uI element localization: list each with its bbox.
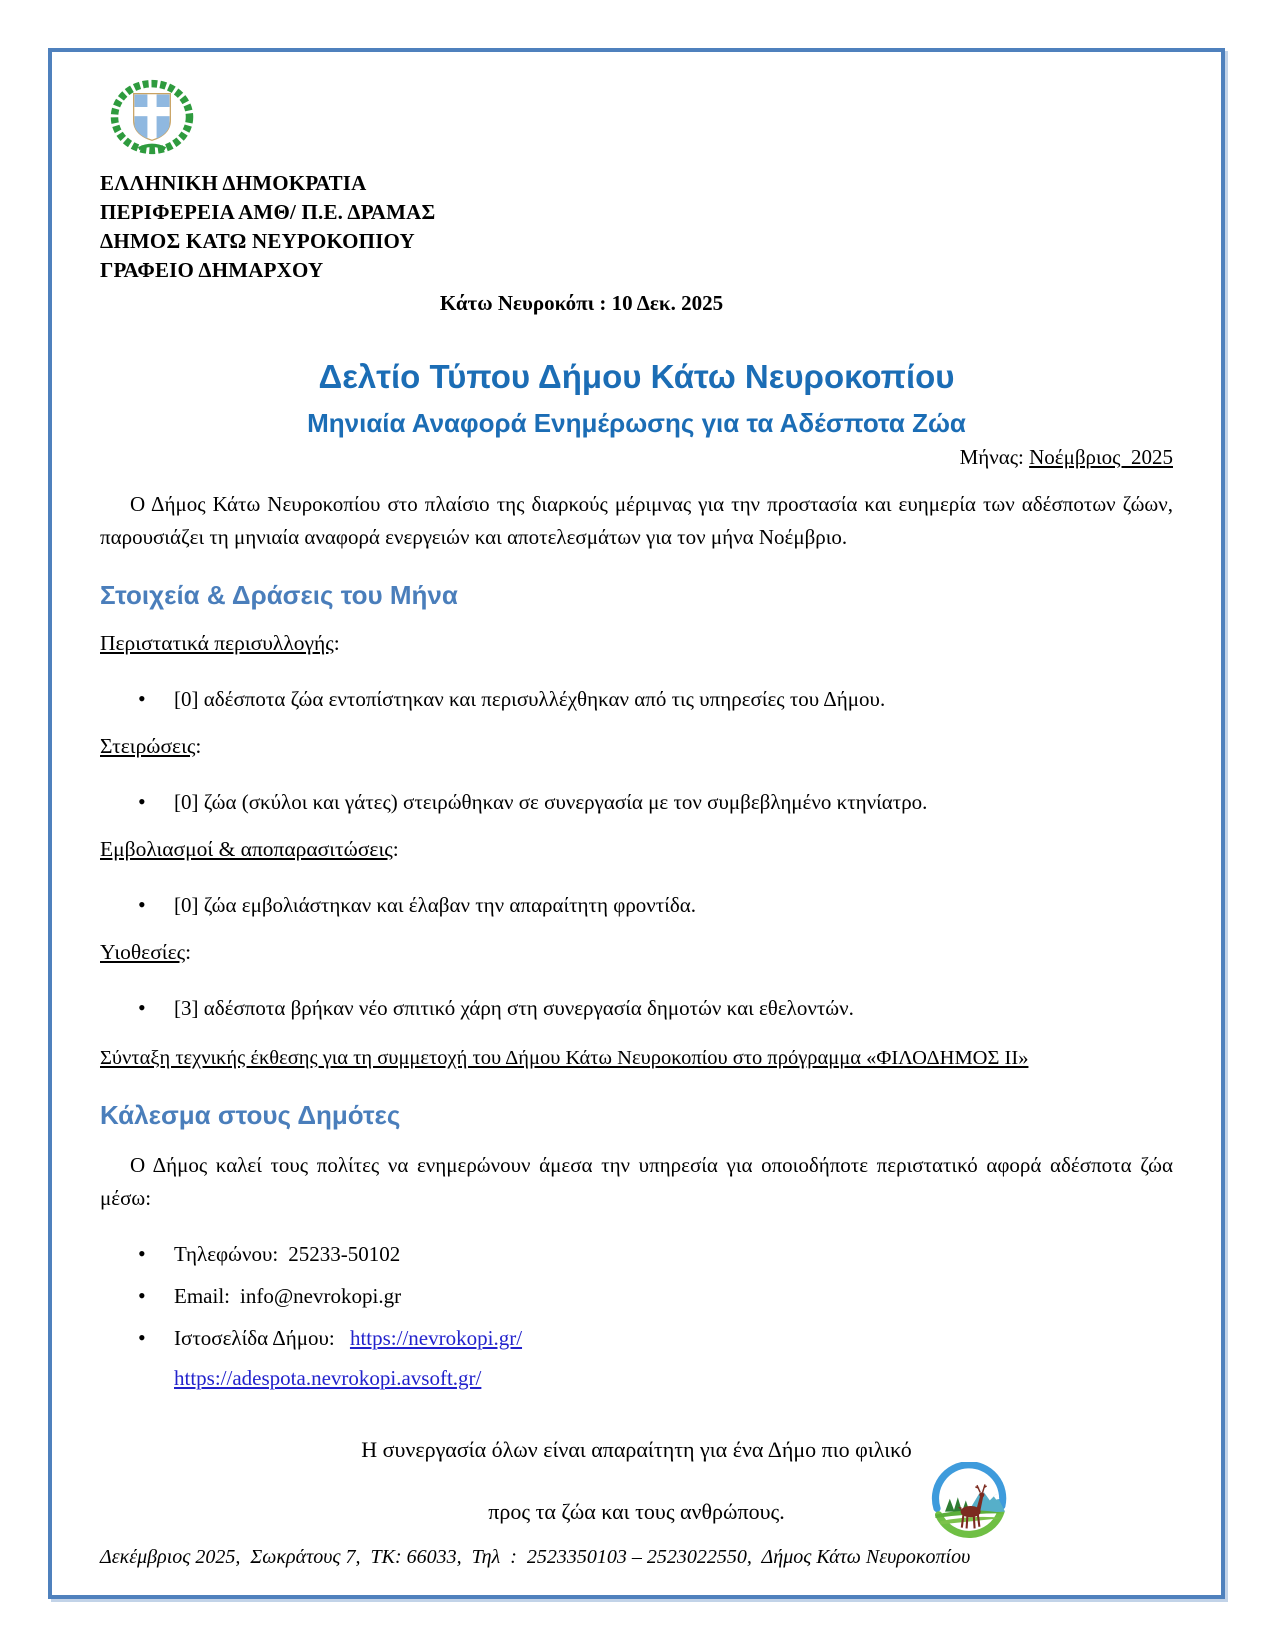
municipality-website-link[interactable]: https://nevrokopi.gr/ [349, 1326, 523, 1350]
website-label: Ιστοσελίδα Δήμου: [174, 1326, 335, 1350]
contact-website-row [100, 1323, 1173, 1393]
bullet-vaccinations: • [0] ζώα εμβολιάστηκαν και έλαβαν την απαραίτητη φροντίδα. [100, 890, 1173, 920]
org-line-mayor-office: ΓΡΑΦΕΙΟ ΔΗΜΑΡΧΟΥ [100, 258, 324, 282]
email-label: Email: [174, 1284, 230, 1308]
stray-animals-portal-link[interactable]: https://adespota.nevrokopi.avsoft.gr/ [174, 1366, 482, 1390]
label-adoptions: Υιοθεσίες: [100, 940, 192, 964]
footer-contact-line: Δεκέμβριος 2025, Σωκράτους 7, ΤΚ: 66033, Τηλ : 2523350103 – 2523022550, Δήμος Κάτω Νευροκοπίου [100, 1546, 971, 1568]
place-date-line: Κάτω Νευροκόπι : 10 Δεκ. 2025 [439, 291, 724, 315]
closing-line-2: προς τα ζώα και τους ανθρώπους. [488, 1499, 785, 1524]
org-line-region: ΠΕΡΙΦΕΡΕΙΑ ΑΜΘ/ Π.Ε. ΔΡΑΜΑΣ [100, 200, 436, 224]
press-release-title: Δελτίο Τύπου Δήμου Κάτω Νευροκοπίου [318, 358, 955, 395]
month-value: Νοέμβριος 2025 [1029, 445, 1173, 469]
contact-phone-row [100, 1239, 1173, 1269]
org-line-republic: ΕΛΛΗΝΙΚΗ ΔΗΜΟΚΡΑΤΙΑ [100, 171, 367, 195]
document-page-frame [48, 48, 1225, 1599]
email-value: info@nevrokopi.gr [240, 1284, 402, 1308]
call-to-citizens-paragraph: Ο Δήμος καλεί τους πολίτες να ενημερώνουν άμεσα την υπηρεσία για οποιοδήποτε περιστατικό αφορά αδέσποτα ζώα μέσω: [100, 1153, 1173, 1210]
label-vaccinations: Εμβολιασμοί & αποπαρασιτώσεις: [100, 837, 399, 861]
bullet-sterilizations: • [0] ζώα (σκύλοι και γάτες) στειρώθηκαν σε συνεργασία με τον συμβεβλημένο κτηνίατρο. [100, 787, 1173, 817]
month-line [100, 445, 1173, 470]
closing-line-1: Η συνεργασία όλων είναι απαραίτητη για ένα Δήμο πιο φιλικό [361, 1437, 912, 1462]
technical-report-note: Σύνταξη τεχνικής έκθεσης για τη συμμετοχή του Δήμου Κάτω Νευροκοπίου στο πρόγραμμα «ΦΙΛΟΔΗΜΟΣ ΙΙ» [100, 1047, 1029, 1069]
bullet-adoptions: • [3] αδέσποτα βρήκαν νέο σπιτικό χάρη στη συνεργασία δημοτών και εθελοντών. [100, 993, 1173, 1023]
phone-value: 25233-50102 [288, 1242, 401, 1266]
kato-nevrokopi-municipality-logo-icon [929, 1462, 1009, 1547]
bullet-collection-incidents: • [0] αδέσποτα ζώα εντοπίστηκαν και περισυλλέχθηκαν από τις υπηρεσίες του Δήμου. [100, 684, 1173, 714]
section-heading-call-to-citizens: Κάλεσμα στους Δημότες [100, 1100, 401, 1130]
hellenic-republic-coat-of-arms-icon [102, 74, 1173, 165]
dateline-wrap [100, 291, 1173, 316]
contact-email-row [100, 1281, 1173, 1311]
org-line-municipality: ΔΗΜΟΣ ΚΑΤΩ ΝΕΥΡΟΚΟΠΙΟΥ [100, 229, 415, 253]
month-label: Μήνας: [959, 445, 1024, 469]
label-collection-incidents: Περιστατικά περισυλλογής: [100, 631, 340, 655]
phone-label: Τηλεφώνου: [174, 1242, 279, 1266]
org-header-block [100, 169, 1173, 285]
press-release-subtitle: Μηνιαία Αναφορά Ενημέρωσης για τα Αδέσποτα Ζώα [307, 408, 966, 438]
intro-paragraph: Ο Δήμος Κάτω Νευροκοπίου στο πλαίσιο της διαρκούς μέριμνας για την προστασία και ευημερία των αδέσποτων ζώων, παρουσιάζει τη μηνιαία αναφορά ενεργειών και αποτελεσμάτων για τον μήνα Νοέμβριο. [100, 492, 1173, 549]
section-heading-monthly-data: Στοιχεία & Δράσεις του Μήνα [100, 580, 458, 610]
label-sterilizations: Στειρώσεις: [100, 734, 202, 758]
